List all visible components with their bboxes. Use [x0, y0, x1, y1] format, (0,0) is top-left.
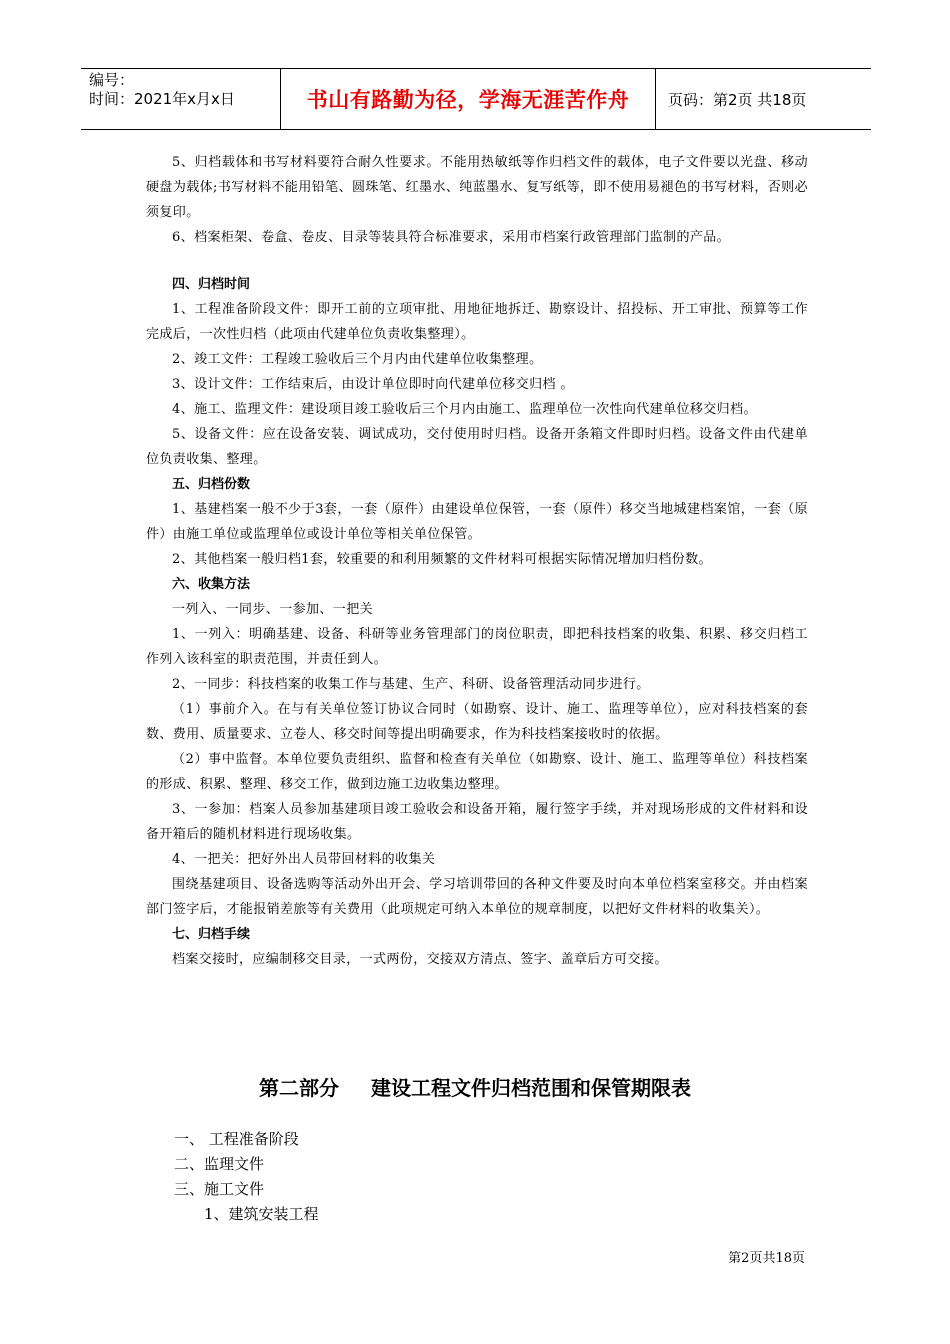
outline-item: 二、监理文件	[174, 1155, 265, 1173]
outline-item: 三、施工文件	[174, 1180, 265, 1198]
paragraph: 2、其他档案一般归档1套，较重要的和利用频繁的文件材料可根据实际情况增加归档份数。	[172, 552, 712, 567]
part-two-outline	[174, 1127, 319, 1227]
paragraph: 2、竣工文件：工程竣工验收后三个月内由代建单位收集整理。	[172, 352, 543, 367]
number-label: 编号：	[89, 71, 135, 89]
paragraph: 5、归档载体和书写材料要符合耐久性要求。不能用热敏纸等作归档文件的载体，电子文件要以光盘、移动硬盘为载体;书写材料不能用铅笔、圆珠笔、红墨水、纯蓝墨水、复写纸等，即不使用易褪色的书写材料，否则必须复印。	[146, 155, 808, 220]
paragraph: 1、基建档案一般不少于3套，一套（原件）由建设单位保管，一套（原件）移交当地城建档案馆，一套（原件）由施工单位或监理单位或设计单位等相关单位保管。	[146, 502, 808, 542]
paragraph: 2、一同步：科技档案的收集工作与基建、生产、科研、设备管理活动同步进行。	[172, 677, 650, 692]
outline-item: 一、 工程准备阶段	[174, 1130, 299, 1148]
paragraph: 6、档案柜架、卷盒、卷皮、目录等装具符合标准要求，采用市档案行政管理部门监制的产品。	[172, 230, 731, 245]
paragraph: 4、一把关：把好外出人员带回材料的收集关	[172, 852, 436, 867]
outline-subitem: 1、建筑安装工程	[204, 1205, 319, 1223]
document-body	[146, 150, 808, 972]
header-motto: 书山有路勤为径，学海无涯苦作舟	[281, 69, 656, 129]
part-two-title: 建设工程文件归档范围和保管期限表	[371, 1076, 691, 1100]
paragraph: 4、施工、监理文件：建设项目竣工验收后三个月内由施工、监理单位一次性向代建单位移交归档。	[172, 402, 757, 417]
paragraph: 1、工程准备阶段文件：即开工前的立项审批、用地征地拆迁、勘察设计、招投标、开工审批、预算等工作完成后，一次性归档（此项由代建单位负责收集整理）。	[146, 302, 808, 342]
paragraph: 一列入、一同步、一参加、一把关	[172, 602, 374, 617]
part-two-label: 第二部分	[259, 1076, 339, 1100]
section-title: 五、归档份数	[172, 477, 251, 492]
part-two-heading	[0, 1072, 950, 1101]
header-page-label: 页码：第2页 共18页	[668, 90, 807, 109]
paragraph: 3、设计文件：工作结束后，由设计单位即时向代建单位移交归档 。	[172, 377, 574, 392]
section-title: 六、收集方法	[172, 577, 251, 592]
section-title: 四、归档时间	[172, 277, 251, 292]
section-title: 七、归档手续	[172, 927, 251, 942]
page-footer: 第2页共18页	[728, 1251, 805, 1266]
time-label: 时间：2021年x月x日	[89, 90, 235, 108]
paragraph: （2）事中监督。本单位要负责组织、监督和检查有关单位（如勘察、设计、施工、监理等单位）科技档案的形成、积累、整理、移交工作，做到边施工边收集边整理。	[146, 752, 808, 792]
paragraph: 档案交接时，应编制移交目录，一式两份，交接双方清点、签字、盖章后方可交接。	[172, 952, 668, 967]
paragraph: （1）事前介入。在与有关单位签订协议合同时（如勘察、设计、施工、监理等单位），应对科技档案的套数、费用、质量要求、立卷人、移交时间等提出明确要求，作为科技档案接收时的依据。	[146, 702, 808, 742]
paragraph: 5、设备文件：应在设备安装、调试成功，交付使用时归档。设备开条箱文件即时归档。设备文件由代建单位负责收集、整理。	[146, 427, 808, 467]
header-meta	[81, 69, 281, 129]
paragraph: 1、一列入：明确基建、设备、科研等业务管理部门的岗位职责，即把科技档案的收集、积累、移交归档工作列入该科室的职责范围，并责任到人。	[146, 627, 808, 667]
page-header	[81, 68, 871, 130]
paragraph: 3、一参加：档案人员参加基建项目竣工验收会和设备开箱，履行签字手续，并对现场形成的文件材料和设备开箱后的随机材料进行现场收集。	[146, 802, 808, 842]
paragraph: 围绕基建项目、设备选购等活动外出开会、学习培训带回的各种文件要及时向本单位档案室移交。并由档案部门签字后，才能报销差旅等有关费用（此项规定可纳入本单位的规章制度，以把好文件材料的收集关）。	[146, 877, 808, 917]
